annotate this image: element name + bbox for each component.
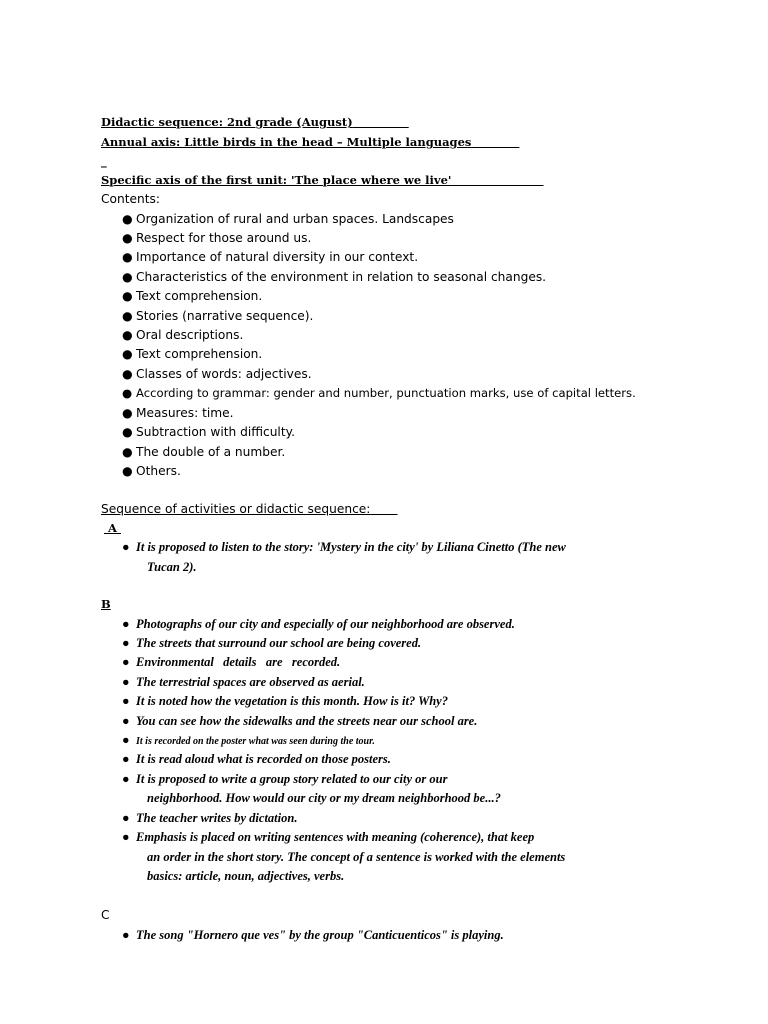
bullet-icon: ● xyxy=(122,425,133,439)
bullet-icon: ● xyxy=(122,733,130,747)
section-a-letter: A xyxy=(108,521,117,535)
section-b-item: ● It is proposed to write a group story related to our city or our xyxy=(122,772,448,786)
document-title: Didactic sequence: 2nd grade (August) xyxy=(101,115,353,129)
contents-item: ● Classes of words: adjectives. xyxy=(122,367,312,381)
contents-item: ● According to grammar: gender and number, punctuation marks, use of capital letters. xyxy=(122,386,636,400)
section-b-item: ● You can see how the sidewalks and the streets near our school are. xyxy=(122,714,478,728)
bullet-icon: ● xyxy=(122,540,130,554)
bullet-icon: ● xyxy=(122,694,130,708)
bullet-icon: ● xyxy=(122,811,130,825)
contents-item: ● Importance of natural diversity in our context. xyxy=(122,250,419,264)
contents-item: ● Text comprehension. xyxy=(122,289,263,303)
bullet-icon: ● xyxy=(122,347,133,361)
bullet-icon: ● xyxy=(122,406,133,420)
contents-item: ● The double of a number. xyxy=(122,445,286,459)
bullet-icon: ● xyxy=(122,250,133,264)
bullet-icon: ● xyxy=(122,675,130,689)
annual-axis: Annual axis: Little birds in the head – Multiple languages xyxy=(101,135,472,149)
contents-item: ● Text comprehension. xyxy=(122,347,263,361)
contents-item: ● Characteristics of the environment in relation to seasonal changes. xyxy=(122,270,547,284)
contents-item: ● Respect for those around us. xyxy=(122,231,312,245)
section-b-letter: B xyxy=(101,597,111,611)
bullet-icon: ● xyxy=(122,328,133,342)
bullet-icon: ● xyxy=(122,655,130,669)
section-b-item: ● The teacher writes by dictation. xyxy=(122,811,298,825)
section-b-item-continuation: neighborhood. How would our city or my dream neighborhood be...? xyxy=(147,791,501,805)
bullet-icon: ● xyxy=(122,636,130,650)
bullet-icon: ● xyxy=(122,270,133,284)
bullet-icon: ● xyxy=(122,231,133,245)
bullet-icon: ● xyxy=(122,289,133,303)
contents-item: ● Oral descriptions. xyxy=(122,328,244,342)
contents-item: ● Subtraction with difficulty. xyxy=(122,425,295,439)
section-b-item: ● It is recorded on the poster what was seen during the tour. xyxy=(122,733,375,747)
specific-axis: Specific axis of the first unit: 'The place where we live' xyxy=(101,173,452,187)
section-c-item: ● The song "Hornero que ves" by the group "Canticuenticos" is playing. xyxy=(122,928,504,942)
bullet-icon: ● xyxy=(122,464,133,478)
bullet-icon: ● xyxy=(122,212,133,226)
bullet-icon: ● xyxy=(122,445,133,459)
bullet-icon: ● xyxy=(122,367,133,381)
section-b-item: ● It is noted how the vegetation is this month. How is it? Why? xyxy=(122,694,448,708)
section-a-item-continuation: Tucan 2). xyxy=(147,560,197,574)
contents-item: ● Others. xyxy=(122,464,181,478)
section-b-item-continuation: an order in the short story. The concept of a sentence is worked with the elements xyxy=(147,850,566,864)
contents-heading: Contents: xyxy=(101,192,160,206)
bullet-icon: ● xyxy=(122,830,130,844)
section-a-item: ● It is proposed to listen to the story: 'Mystery in the city' by Liliana Cinetto (The new xyxy=(122,540,566,554)
contents-item: ● Stories (narrative sequence). xyxy=(122,309,314,323)
bullet-icon: ● xyxy=(122,928,130,942)
section-c-letter: C xyxy=(101,908,110,922)
section-b-item: ● It is read aloud what is recorded on those posters. xyxy=(122,752,391,766)
bullet-icon: ● xyxy=(122,309,133,323)
bullet-icon: ● xyxy=(122,714,130,728)
section-b-item: ● Emphasis is placed on writing sentences with meaning (coherence), that keep xyxy=(122,830,535,844)
bullet-icon: ● xyxy=(122,617,130,631)
sequence-heading: Sequence of activities or didactic sequence: xyxy=(101,502,371,516)
contents-item: ● Measures: time. xyxy=(122,406,234,420)
section-b-item-continuation: basics: article, noun, adjectives, verbs. xyxy=(147,869,345,883)
bullet-icon: ● xyxy=(122,752,130,766)
section-b-item: ● The streets that surround our school are being covered. xyxy=(122,636,422,650)
section-b-item: ● The terrestrial spaces are observed as aerial. xyxy=(122,675,365,689)
bullet-icon: ● xyxy=(122,386,133,400)
stray-underscore: _ xyxy=(101,154,107,168)
section-b-item: ● Photographs of our city and especially of our neighborhood are observed. xyxy=(122,617,515,631)
contents-item: ● Organization of rural and urban spaces. Landscapes xyxy=(122,212,454,226)
bullet-icon: ● xyxy=(122,772,130,786)
section-b-item: ● Environmental details are recorded. xyxy=(122,655,341,669)
